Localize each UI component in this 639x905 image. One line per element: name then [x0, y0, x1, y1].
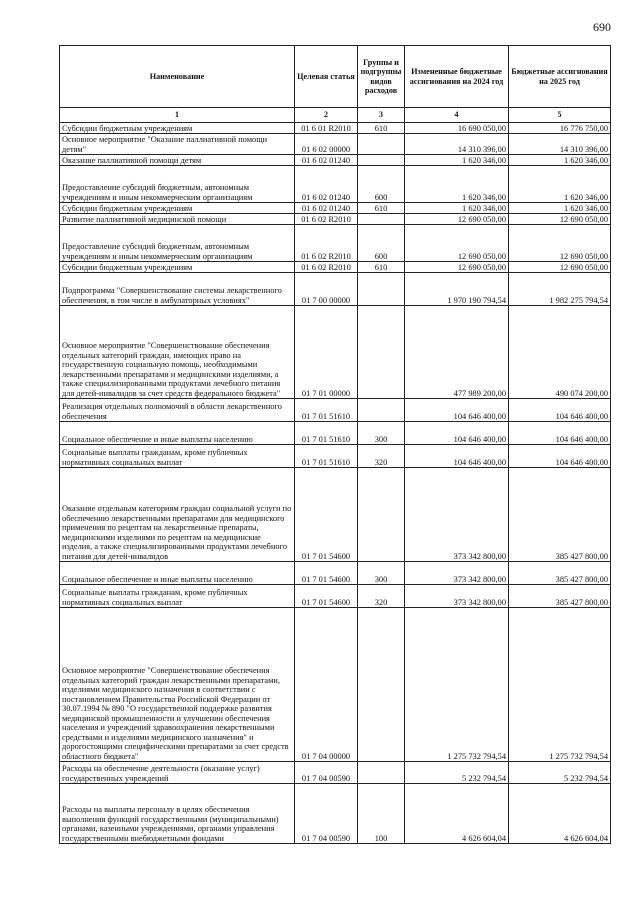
- row-expense-group: [358, 273, 405, 306]
- row-amount-2025: 385 427 800,00: [509, 585, 611, 608]
- row-amount-2024: 14 310 396,00: [405, 134, 509, 155]
- row-expense-group: [358, 399, 405, 422]
- table-row: [60, 784, 611, 844]
- row-name: Развитие паллиативной медицинской помощи: [60, 214, 295, 225]
- table-row: [60, 562, 611, 585]
- row-name: Социальное обеспечение и иные выплаты населению: [60, 562, 295, 585]
- row-amount-2024: 104 646 400,00: [405, 399, 509, 422]
- row-amount-2025: 385 427 800,00: [509, 468, 611, 562]
- row-name: Предоставление субсидий бюджетным, автономным учреждениям и иным некоммерческим организациям: [60, 225, 295, 262]
- row-name: Оказание паллиативной помощи детям: [60, 155, 295, 166]
- header-name: Наименование: [60, 46, 295, 108]
- table-row: [60, 225, 611, 262]
- row-name: Реализация отдельных полномочий в области лекарственного обеспечения: [60, 399, 295, 422]
- table-row: [60, 123, 611, 134]
- row-name: Субсидии бюджетным учреждениям: [60, 123, 295, 134]
- table-body: [60, 123, 611, 844]
- row-amount-2025: 12 690 050,00: [509, 225, 611, 262]
- row-amount-2024: 1 970 190 794,54: [405, 273, 509, 306]
- table-row: [60, 273, 611, 306]
- table-row: [60, 762, 611, 784]
- table-row: [60, 422, 611, 445]
- row-expense-group: 300: [358, 562, 405, 585]
- table-row: [60, 155, 611, 166]
- row-target-code: 01 6 02 R2010: [295, 214, 358, 225]
- row-expense-group: 600: [358, 225, 405, 262]
- row-amount-2025: 14 310 396,00: [509, 134, 611, 155]
- row-amount-2025: 1 620 346,00: [509, 166, 611, 203]
- row-target-code: 01 6 02 R2010: [295, 225, 358, 262]
- row-target-code: 01 6 02 01240: [295, 155, 358, 166]
- row-expense-group: [358, 306, 405, 399]
- row-expense-group: 610: [358, 262, 405, 273]
- header-groups: Группы и подгруппы видов расходов: [358, 46, 405, 108]
- row-amount-2024: 104 646 400,00: [405, 422, 509, 445]
- row-expense-group: 320: [358, 445, 405, 468]
- column-number-row: [60, 108, 611, 123]
- row-amount-2025: 490 074 200,00: [509, 306, 611, 399]
- row-name: Подпрограмма "Совершенствование системы лекарственного обеспечения, в том числе в амбулаторных условиях": [60, 273, 295, 306]
- row-expense-group: 100: [358, 784, 405, 844]
- row-target-code: 01 6 02 R2010: [295, 262, 358, 273]
- table-row: [60, 585, 611, 608]
- row-amount-2025: 12 690 050,00: [509, 262, 611, 273]
- row-target-code: 01 7 01 51610: [295, 399, 358, 422]
- row-amount-2024: 12 690 050,00: [405, 214, 509, 225]
- row-target-code: 01 6 02 00000: [295, 134, 358, 155]
- row-amount-2024: 477 989 200,00: [405, 306, 509, 399]
- row-expense-group: [358, 608, 405, 762]
- row-amount-2025: 1 982 275 794,54: [509, 273, 611, 306]
- row-name: Социальные выплаты гражданам, кроме публичных нормативных социальных выплат: [60, 445, 295, 468]
- table-row: [60, 203, 611, 214]
- table-row: [60, 468, 611, 562]
- row-amount-2024: 4 626 604,04: [405, 784, 509, 844]
- row-expense-group: 610: [358, 123, 405, 134]
- col-number: 2: [295, 108, 358, 123]
- row-amount-2024: 373 342 800,00: [405, 585, 509, 608]
- row-amount-2025: 1 620 346,00: [509, 155, 611, 166]
- row-amount-2025: 16 776 750,00: [509, 123, 611, 134]
- budget-table: [59, 45, 611, 844]
- row-name: Расходы на выплаты персоналу в целях обеспечения выполнения функций государственными (муниципальными) органами, казенными учреждениями, органами управления государственными внебюджетными фондами: [60, 784, 295, 844]
- row-expense-group: 320: [358, 585, 405, 608]
- row-amount-2025: 4 626 604,04: [509, 784, 611, 844]
- row-amount-2024: 1 620 346,00: [405, 155, 509, 166]
- row-name: Субсидии бюджетным учреждениям: [60, 262, 295, 273]
- row-name: Социальное обеспечение и иные выплаты населению: [60, 422, 295, 445]
- col-number: 5: [509, 108, 611, 123]
- row-target-code: 01 7 00 00000: [295, 273, 358, 306]
- row-expense-group: 600: [358, 166, 405, 203]
- row-amount-2025: 1 275 732 794,54: [509, 608, 611, 762]
- row-target-code: 01 7 01 51610: [295, 445, 358, 468]
- col-number: 1: [60, 108, 295, 123]
- header-target: Целевая статья: [295, 46, 358, 108]
- row-amount-2024: 373 342 800,00: [405, 468, 509, 562]
- table-row: [60, 399, 611, 422]
- row-expense-group: 610: [358, 203, 405, 214]
- row-amount-2024: 1 620 346,00: [405, 203, 509, 214]
- row-name: Социальные выплаты гражданам, кроме публичных нормативных социальных выплат: [60, 585, 295, 608]
- row-name: Основное мероприятие "Совершенствование обеспечения отдельных категорий граждан лекарственными препаратами, изделиями медицинского назначения в соответствии с постановлением Правительства Российской Федерации от 30.07.1994 № 890 "О государственной поддержке развития медицинской промышленности и улучшении обеспечения населения и учреждений здравоохранения лекарственными средствами и изделиями медицинского назначения" и дорогостоящими специфическими препаратами за счет средств областного бюджета": [60, 608, 295, 762]
- page-number: 690: [593, 20, 611, 34]
- row-target-code: 01 7 04 00000: [295, 608, 358, 762]
- header-2024: Измененные бюджетные ассигнования на 2024 год: [405, 46, 509, 108]
- row-name: Субсидии бюджетным учреждениям: [60, 203, 295, 214]
- row-expense-group: [358, 155, 405, 166]
- table-row: [60, 306, 611, 399]
- row-target-code: 01 7 04 00590: [295, 784, 358, 844]
- row-amount-2024: 1 620 346,00: [405, 166, 509, 203]
- row-amount-2025: 1 620 346,00: [509, 203, 611, 214]
- row-amount-2025: 385 427 800,00: [509, 562, 611, 585]
- row-amount-2024: 5 232 794,54: [405, 762, 509, 784]
- col-number: 3: [358, 108, 405, 123]
- header-2025: Бюджетные ассигнования на 2025 год: [509, 46, 611, 108]
- row-amount-2024: 104 646 400,00: [405, 445, 509, 468]
- row-amount-2025: 104 646 400,00: [509, 422, 611, 445]
- row-name: Основное мероприятие "Совершенствование обеспечения отдельных категорий граждан, имеющих право на государственную социальную помощь, необходимыми лекарственными препаратами и медицинскими изделиями, а также специализированными продуктами лечебного питания для детей-инвалидов за счет средств федерального бюджета": [60, 306, 295, 399]
- row-amount-2024: 373 342 800,00: [405, 562, 509, 585]
- col-number: 4: [405, 108, 509, 123]
- row-amount-2025: 5 232 794,54: [509, 762, 611, 784]
- row-target-code: 01 7 04 00590: [295, 762, 358, 784]
- row-target-code: 01 7 01 54600: [295, 468, 358, 562]
- row-amount-2024: 1 275 732 794,54: [405, 608, 509, 762]
- row-name: Расходы на обеспечение деятельности (оказание услуг) государственных учреждений: [60, 762, 295, 784]
- table-row: [60, 134, 611, 155]
- row-expense-group: [358, 134, 405, 155]
- table-row: [60, 445, 611, 468]
- row-target-code: 01 7 01 00000: [295, 306, 358, 399]
- row-target-code: 01 7 01 54600: [295, 585, 358, 608]
- row-target-code: 01 7 01 51610: [295, 422, 358, 445]
- row-target-code: 01 6 02 01240: [295, 203, 358, 214]
- row-expense-group: [358, 214, 405, 225]
- row-amount-2024: 16 690 050,00: [405, 123, 509, 134]
- row-expense-group: 300: [358, 422, 405, 445]
- row-target-code: 01 7 01 54600: [295, 562, 358, 585]
- row-name: Основное мероприятие "Оказание паллиативной помощи детям": [60, 134, 295, 155]
- row-amount-2025: 104 646 400,00: [509, 399, 611, 422]
- table-row: [60, 262, 611, 273]
- table-row: [60, 608, 611, 762]
- table-row: [60, 166, 611, 203]
- row-target-code: 01 6 02 01240: [295, 166, 358, 203]
- row-amount-2024: 12 690 050,00: [405, 225, 509, 262]
- row-target-code: 01 6 01 R2010: [295, 123, 358, 134]
- table-row: [60, 214, 611, 225]
- row-expense-group: [358, 468, 405, 562]
- row-amount-2025: 104 646 400,00: [509, 445, 611, 468]
- row-name: Оказание отдельным категориям граждан социальной услуги по обеспечению лекарственными препаратами для медицинского применения по рецептам на лекарственные препараты, медицинскими изделиями по рецептам на медицинские изделия, а также специализированными продуктами лечебного питания для детей-инвалидов: [60, 468, 295, 562]
- row-name: Предоставление субсидий бюджетным, автономным учреждениям и иным некоммерческим организациям: [60, 166, 295, 203]
- row-expense-group: [358, 762, 405, 784]
- header-row: [60, 46, 611, 108]
- row-amount-2025: 12 690 050,00: [509, 214, 611, 225]
- row-amount-2024: 12 690 050,00: [405, 262, 509, 273]
